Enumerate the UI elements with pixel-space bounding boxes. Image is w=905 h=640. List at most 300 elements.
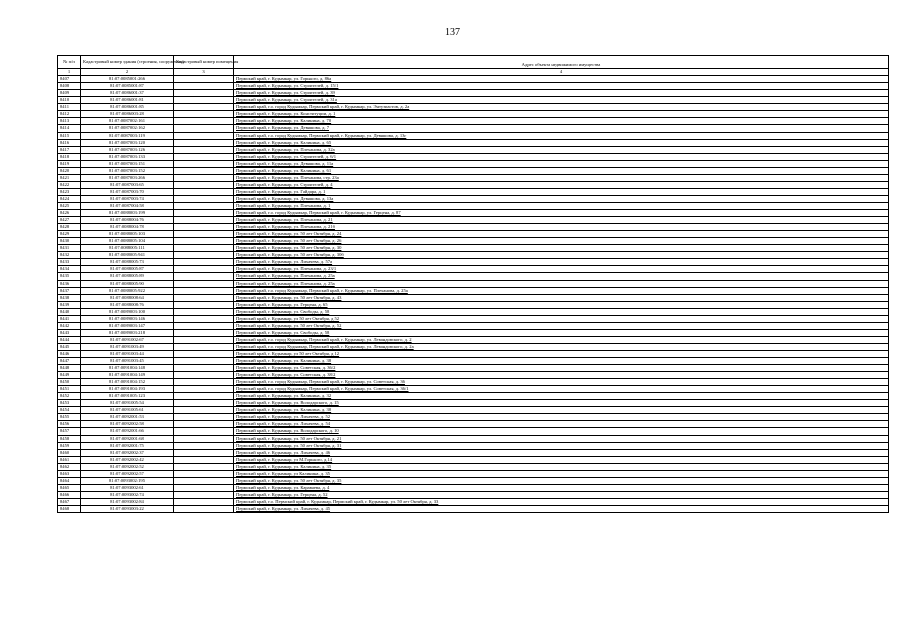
room-number [174,407,234,414]
table-row [58,308,889,315]
cadastral-number: 81:07:0085001:87 [81,83,174,90]
table-row [58,372,889,379]
row-number: 8409 [58,90,81,97]
table-row [58,231,889,238]
cadastral-number: 81:07:0087003:133 [81,153,174,160]
row-number: 8466 [58,491,81,498]
room-number [174,231,234,238]
cadastral-number: 81:07:0088005:104 [81,238,174,245]
row-number: 8416 [58,139,81,146]
table-row [58,322,889,329]
row-number: 8417 [58,146,81,153]
table-row [58,435,889,442]
column-header-cadastral: Кадастровый номер здания (строения, сооружения) [81,56,174,69]
table-row [58,210,889,217]
address-cell: Пермский край, г. Кудымкар, ул. Строителей, д. 31а [234,97,889,104]
cadastral-number: 81:07:0087003:126 [81,146,174,153]
row-number: 8452 [58,393,81,400]
address-cell: Пермский край, г. Кудымкар, ул. Горького, д. 86а [234,76,889,83]
cadastral-number: 81:07:0091004:152 [81,379,174,386]
table-row [58,358,889,365]
room-number [174,428,234,435]
table-row [58,195,889,202]
address-cell: Пермский край, г. Кудымкар, ул. 50 лет Октября, д. 21 [234,435,889,442]
room-number [174,456,234,463]
row-number: 8465 [58,484,81,491]
row-number: 8407 [58,76,81,83]
room-number [174,435,234,442]
room-number [174,259,234,266]
room-number [174,449,234,456]
cadastral-number: 81:07:0091004:148 [81,365,174,372]
address-cell: Пермский край, г.о. город Кудымкар, Пермский край, г. Кудымкар, ул. Левандовского, д. 2а [234,343,889,350]
table-row [58,76,889,83]
cadastral-number: 81:07:0092001:53 [81,414,174,421]
room-number [174,104,234,111]
table-row [58,167,889,174]
room-number [174,210,234,217]
room-number [174,506,234,513]
table-row [58,202,889,209]
room-number [174,322,234,329]
room-number [174,217,234,224]
room-number [174,76,234,83]
row-number: 8423 [58,188,81,195]
room-number [174,350,234,357]
cadastral-number: 81:07:0091005:61 [81,407,174,414]
address-cell: Пермский край, г. Кудымкар, ул. Караваева, д. 4 [234,484,889,491]
address-cell: Пермский край, г. Кудымкар, ул. Володарского, д. 15 [234,400,889,407]
table-row [58,414,889,421]
room-number [174,252,234,259]
cadastral-number: 81:07:0086003:28 [81,111,174,118]
row-number: 8463 [58,470,81,477]
address-cell: Пермский край, г. Кудымкар, ул. 50 лет Октября, д. 30б [234,252,889,259]
room-number [174,202,234,209]
table-row [58,174,889,181]
address-cell: Пермский край, г.о. город Кудымкар, Пермский край, г. Кудымкар, ул. Энтузиастов, д. 2а [234,104,889,111]
address-cell: Пермский край, г. Кудымкар, ул. Конституции, д. 1 [234,111,889,118]
address-cell: Пермский край, г. Кудымкар, ул. Лихачева, д. 52 [234,414,889,421]
row-number: 8422 [58,181,81,188]
cadastral-number: 81:07:0086001:81 [81,97,174,104]
row-number: 8450 [58,379,81,386]
address-cell: Пермский край, г. Кудымкар, ул. Плеханова, стр. 23а [234,174,889,181]
address-cell: Пермский край, г. Кудымкар, ул Калинина, д. 35 [234,470,889,477]
address-cell: Пермский край, г. Кудымкар, ул. Калинина, д. 38 [234,358,889,365]
room-number [174,484,234,491]
row-number: 8408 [58,83,81,90]
table-row [58,160,889,167]
room-number [174,400,234,407]
cadastral-number: 81:07:0092002:52 [81,463,174,470]
row-number: 8433 [58,259,81,266]
address-cell: Пермский край, г. Кудымкар, ул. Калинина, д. 70 [234,118,889,125]
table-row [58,97,889,104]
room-number [174,294,234,301]
room-number [174,266,234,273]
address-cell: Пермский край, г. Кудымкар, ул. 50 лет Октября, д. 52 [234,322,889,329]
room-number [174,146,234,153]
row-number: 8413 [58,118,81,125]
address-cell: Пермский край, г. Кудымкар, ул. Лихачева, д. 54 [234,421,889,428]
address-cell: Пермский край, г. Кудымкар, ул. Калинина, д. 30 [234,407,889,414]
cadastral-number: 81:07:0091005:123 [81,393,174,400]
room-number [174,125,234,132]
room-number [174,498,234,505]
table-row [58,428,889,435]
address-cell: Пермский край, г. Кудымкар, ул. Гайдара, д. 1 [234,188,889,195]
room-number [174,90,234,97]
cadastral-number: 81:07:0093002:74 [81,491,174,498]
room-number [174,224,234,231]
row-number: 8432 [58,252,81,259]
row-number: 8434 [58,266,81,273]
row-number: 8451 [58,386,81,393]
cadastral-number: 81:07:0088005:941 [81,252,174,259]
cadastral-number: 81:07:0088005:922 [81,287,174,294]
table-row [58,217,889,224]
address-cell: Пермский край, г. Кудымкар, ул. Плеханова, д. 23/1 [234,266,889,273]
address-cell: Пермский край, г. Кудымкар, ул. Калинина, д. 65 [234,139,889,146]
room-number [174,308,234,315]
row-number: 8459 [58,442,81,449]
table-row [58,294,889,301]
row-number: 8440 [58,308,81,315]
table-row [58,153,889,160]
cadastral-number: 81:07:0091005:54 [81,400,174,407]
cadastral-number: 81:07:0087003:119 [81,132,174,139]
table-row [58,301,889,308]
table-row [58,111,889,118]
address-cell: Пермский край, г. Кудымкар, ул. Свободы, д. 58 [234,308,889,315]
row-number: 8428 [58,224,81,231]
row-number: 8460 [58,449,81,456]
cadastral-number: 81:07:0091004:149 [81,372,174,379]
cadastral-number: 81:07:0087004:58 [81,202,174,209]
row-number: 8441 [58,315,81,322]
row-number: 8411 [58,104,81,111]
table-row [58,181,889,188]
address-cell: Пермский край, г. Кудымкар, ул М.Горького, д.14 [234,456,889,463]
row-number: 8447 [58,358,81,365]
table-row [58,315,889,322]
registry-table [57,55,889,513]
cadastral-number: 81:07:0088003:199 [81,210,174,217]
table-row [58,329,889,336]
room-number [174,167,234,174]
table-row [58,118,889,125]
address-cell: Пермский край, г. Кудымкар, ул. 50 лет Октября, д. 43 [234,294,889,301]
room-number [174,132,234,139]
cadastral-number: 81:07:0087003:151 [81,160,174,167]
row-number: 8425 [58,202,81,209]
cadastral-number: 81:07:0091004:193 [81,386,174,393]
page-number: 137 [445,27,460,38]
cadastral-number: 81:07:0092002:42 [81,456,174,463]
address-cell: Пермский край, г. Кудымкар, ул. 50 лет Октября, д. 24 [234,231,889,238]
address-cell: Пермский край, г. Кудымкар, ул 50 лет Октября, д 12 [234,350,889,357]
address-cell: Пермский край, г. Кудымкар, ул. Девяшова, д. 13а [234,195,889,202]
table-row [58,125,889,132]
table-row [58,266,889,273]
room-number [174,245,234,252]
cadastral-number: 81:07:0091003:49 [81,343,174,350]
row-number: 8443 [58,329,81,336]
row-number: 8437 [58,287,81,294]
table-row [58,224,889,231]
address-cell: Пермский край, г. Кудымкар, ул. Лихачева, д. 46 [234,449,889,456]
cadastral-number: 81:07:0088005:73 [81,259,174,266]
table-row [58,456,889,463]
row-number: 8461 [58,456,81,463]
cadastral-number: 81:07:0093002:84 [81,498,174,505]
row-number: 8446 [58,350,81,357]
column-number: 1 [58,69,81,76]
row-number: 8414 [58,125,81,132]
address-cell: Пермский край, г. Кудымкар, ул. Строителей, д. 6/1 [234,153,889,160]
address-cell: Пермский край, г. Кудымкар, ул. 50 лет Октября, д. 26 [234,238,889,245]
room-number [174,386,234,393]
cadastral-number: 81:07:0091003:45 [81,358,174,365]
address-cell: Пермский край, г. Кудымкар, ул. Девяшова, д. 7 [234,125,889,132]
room-number [174,372,234,379]
table-row [58,506,889,513]
room-number [174,174,234,181]
cadastral-number: 81:07:0087002:162 [81,125,174,132]
room-number [174,160,234,167]
address-cell: Пермский край, г. Кудымкар, ул. Герцена, д. 65 [234,301,889,308]
address-cell: Пермский край, г. Кудымкар, ул. Плеханова, д. 21б [234,224,889,231]
column-number: 3 [174,69,234,76]
cadastral-number: 81:07:0088004:78 [81,224,174,231]
table-row [58,104,889,111]
table-row [58,188,889,195]
cadastral-number: 81:07:0089003:218 [81,329,174,336]
table-row [58,491,889,498]
address-cell: Пермский край, г.о. город Кудымкар, Пермский край, г. Кудымкар, ул. Плеханова, д. 25а [234,287,889,294]
cadastral-number: 81:07:0088004:76 [81,217,174,224]
room-number [174,139,234,146]
address-cell: Пермский край, г. Кудымкар, ул. Калинина, д. 32 [234,393,889,400]
cadastral-number: 81:07:0092001:75 [81,442,174,449]
row-number: 8444 [58,336,81,343]
address-cell: Пермский край, г. Кудымкар, ул. Калинина, д. 61 [234,167,889,174]
address-cell: Пермский край, г. Кудымкар, ул. Советская, д. 38/2 [234,372,889,379]
table-row [58,259,889,266]
cadastral-number: 81:07:0088005:103 [81,231,174,238]
room-number [174,329,234,336]
room-number [174,118,234,125]
room-number [174,477,234,484]
cadastral-number: 81:07:0087003:266 [81,174,174,181]
table-row [58,350,889,357]
cadastral-number: 81:07:0093002:61 [81,484,174,491]
room-number [174,238,234,245]
table-row [58,83,889,90]
row-number: 8464 [58,477,81,484]
room-number [174,273,234,280]
column-number: 4 [234,69,889,76]
address-cell: Пермский край, г. Кудымкар, ул. 50 лет Октября, д. 30 [234,245,889,252]
room-number [174,301,234,308]
cadastral-number: 81:07:0087003:70 [81,188,174,195]
cadastral-number: 81:07:0091003:44 [81,350,174,357]
table-row [58,421,889,428]
address-cell: Пермский край, г.о. город Кудымкар, Пермский край, г. Кудымкар, ул. Герцена, д. 87 [234,210,889,217]
cadastral-number: 81:07:0088008:64 [81,294,174,301]
cadastral-number: 81:07:0087003:152 [81,167,174,174]
row-number: 8435 [58,273,81,280]
row-number: 8438 [58,294,81,301]
table-row [58,484,889,491]
row-number: 8431 [58,245,81,252]
room-number [174,470,234,477]
row-number: 8442 [58,322,81,329]
row-number: 8457 [58,428,81,435]
address-cell: Пермский край, г. Кудымкар, ул. Плеханова, д. 25а [234,273,889,280]
address-cell: Пермский край, г.о. город Кудымкар, Пермский край, г. Кудымкар, ул. Девяшова, д. 13г [234,132,889,139]
row-number: 8420 [58,167,81,174]
row-number: 8467 [58,498,81,505]
row-number: 8412 [58,111,81,118]
room-number [174,343,234,350]
room-number [174,181,234,188]
table-row [58,449,889,456]
address-cell: Пермский край, г. Кудымкар, ул. Лихачева, д. 45 [234,506,889,513]
cadastral-number: 81:07:0089003:100 [81,308,174,315]
address-cell: Пермский край, г. Кудымкар, ул. Плеханова, д. 32а [234,146,889,153]
row-number: 8453 [58,400,81,407]
row-number: 8410 [58,97,81,104]
room-number [174,111,234,118]
row-number: 8430 [58,238,81,245]
table-row [58,477,889,484]
room-number [174,463,234,470]
row-number: 8448 [58,365,81,372]
address-cell: Пермский край, г. Кудымкар, ул. Свободы, д. 58 [234,329,889,336]
table-row [58,343,889,350]
table-row [58,273,889,280]
row-number: 8419 [58,160,81,167]
registry-rows [58,76,889,513]
table-row [58,139,889,146]
cadastral-number: 81:07:0091002:67 [81,336,174,343]
table-row [58,393,889,400]
row-number: 8415 [58,132,81,139]
cadastral-number: 81:07:0088005:111 [81,245,174,252]
row-number: 8424 [58,195,81,202]
address-cell: Пермский край, г. Кудымкар, ул 50 лет Октября, д 52 [234,315,889,322]
room-number [174,97,234,104]
table-row [58,407,889,414]
room-number [174,315,234,322]
address-cell: Пермский край, г. Кудымкар, ул. 50 лет Октября, д. 31 [234,442,889,449]
room-number [174,287,234,294]
cadastral-number: 81:07:0087003:120 [81,139,174,146]
cadastral-number: 81:07:0086001:85 [81,104,174,111]
address-cell: Пермский край, г. Кудымкар, ул. Лихачева, д. 57а [234,259,889,266]
room-number [174,365,234,372]
table-row [58,386,889,393]
row-number: 8445 [58,343,81,350]
address-cell: Пермский край, г. Кудымкар, ул. Плеханова, д. 1 [234,202,889,209]
row-number: 8462 [58,463,81,470]
cadastral-number: 81:07:0089003:147 [81,322,174,329]
cadastral-number: 81:07:0092002:58 [81,421,174,428]
room-number [174,491,234,498]
cadastral-number: 81:07:0092001:66 [81,428,174,435]
cadastral-number: 81:07:0087003:65 [81,181,174,188]
table-row [58,287,889,294]
cadastral-number: 81:07:0089003:146 [81,315,174,322]
table-row [58,252,889,259]
cadastral-number: 81:07:0093002:195 [81,477,174,484]
table-row [58,400,889,407]
row-number: 8421 [58,174,81,181]
cadastral-number: 81:07:0088005:89 [81,273,174,280]
cadastral-number: 81:07:0092002:37 [81,449,174,456]
address-cell: Пермский край, г. Кудымкар, ул. Володарского, д. 10 [234,428,889,435]
cadastral-number: 81:07:0087003:74 [81,195,174,202]
row-number: 8456 [58,421,81,428]
row-number: 8418 [58,153,81,160]
row-number: 8458 [58,435,81,442]
address-cell: Пермский край, г. Кудымкар, ул. Советская, д. 36/2 [234,365,889,372]
table-row [58,146,889,153]
room-number [174,195,234,202]
room-number [174,336,234,343]
address-cell: Пермский край, г. Кудымкар, ул. Строителей, д. 4 [234,181,889,188]
address-cell: Пермский край, г. Кудымкар, ул. Строителей, д. 39 [234,90,889,97]
row-number: 8449 [58,372,81,379]
table-row [58,379,889,386]
address-cell: Пермский край, г.о. город Кудымкар, Пермский край, г. Кудымкар, ул. Советская, д. 36/1 [234,386,889,393]
table-row [58,90,889,97]
table-row [58,498,889,505]
room-number [174,421,234,428]
table-row [58,336,889,343]
row-number: 8436 [58,280,81,287]
cadastral-number: 81:07:0092001:68 [81,435,174,442]
row-number: 8427 [58,217,81,224]
cadastral-number: 81:07:0088008:76 [81,301,174,308]
table-row [58,442,889,449]
column-number-row [58,69,889,76]
room-number [174,280,234,287]
room-number [174,442,234,449]
address-cell: Пермский край, г.о. Пермский край, г. Кудымкар, Пермский край, г. Кудымкар, ул. 50 лет Октября, д. 33 [234,498,889,505]
table-row [58,238,889,245]
row-number: 8455 [58,414,81,421]
room-number [174,358,234,365]
address-cell: Пермский край, г. Кудымкар, ул. Строителей, д. 15/1 [234,83,889,90]
cadastral-number: 81:07:0088005:90 [81,280,174,287]
address-cell: Пермский край, г. Кудымкар, ул. Плеханова, д. 21 [234,217,889,224]
row-number: 8426 [58,210,81,217]
room-number [174,393,234,400]
row-number: 8468 [58,506,81,513]
row-number: 8429 [58,231,81,238]
column-header-address: Адрес объекта недвижимого имущества [234,62,889,69]
address-cell: Пермский край, г. Кудымкар, ул. Девяшова, д. 11а [234,160,889,167]
address-cell: Пермский край, г.о. город Кудымкар, Пермский край, г. Кудымкар, ул. Левандовского, д. 2 [234,336,889,343]
cadastral-number: 81:07:0087002:161 [81,118,174,125]
address-cell: Пермский край, г. Кудымкар, ул. 50 лет Октября, д. 35 [234,477,889,484]
column-number: 2 [81,69,174,76]
address-cell: Пермский край, г. Кудымкар, ул. Плеханова, д. 25а [234,280,889,287]
column-header-room: Кадастровый номер помещения [174,56,234,69]
